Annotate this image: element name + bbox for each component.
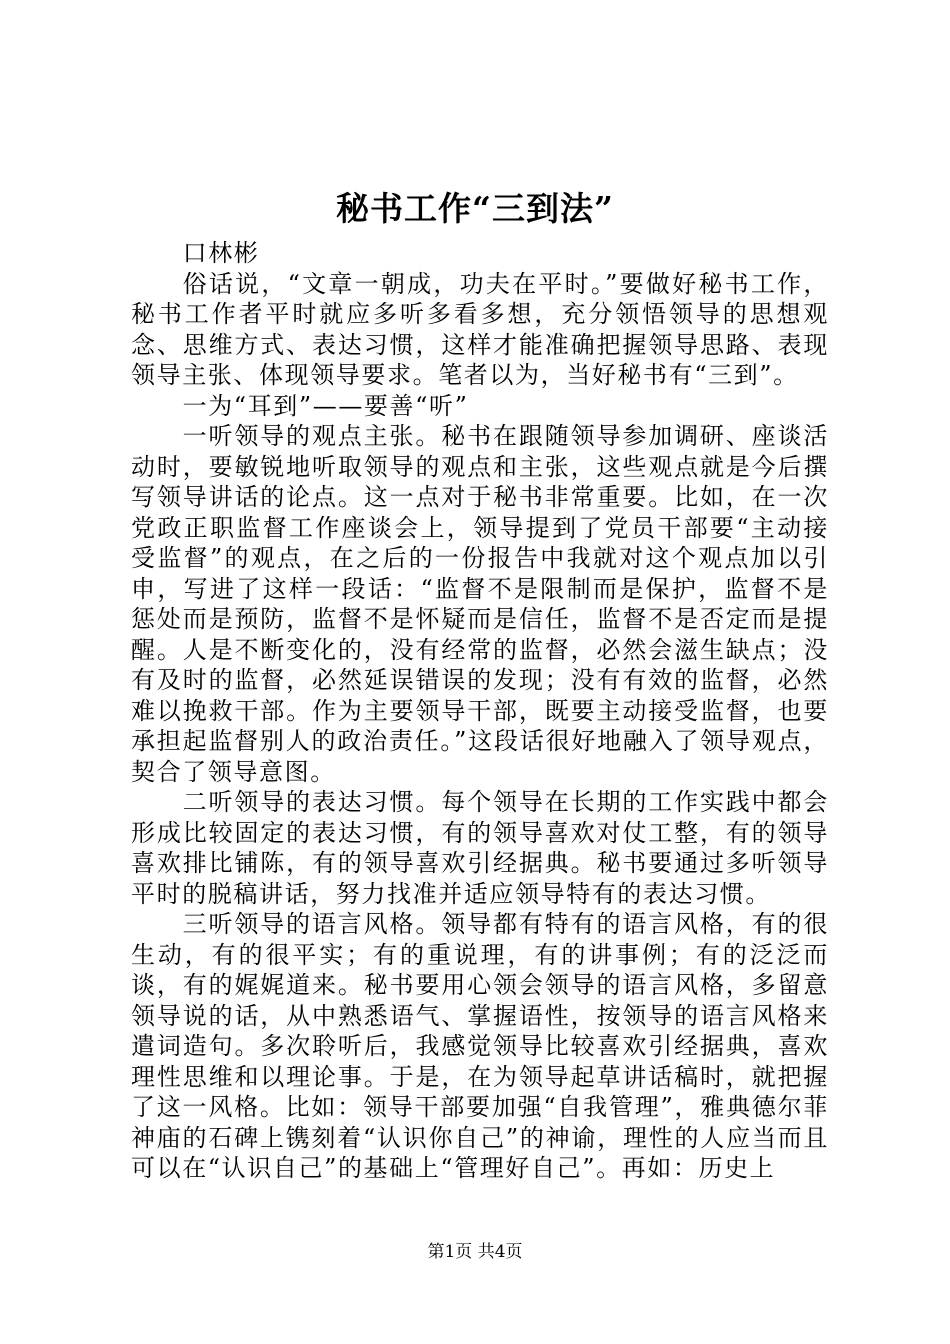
document-title: 秘书工作“三到法”: [336, 189, 614, 228]
paragraph-listen-2: 二听领导的表达习惯。每个领导在长期的工作实践中都会形成比较固定的表达习惯，有的领导喜欢对仗工整，有的领导喜欢排比铺陈，有的领导喜欢引经据典。秘书要通过多听领导平时的脱稿讲话，努力找准并适应领导特有的表达习惯。: [131, 788, 829, 908]
document-body: [131, 238, 829, 1184]
page-number-footer: 第1页 共4页: [427, 1242, 523, 1262]
paragraph-listen-1: 一听领导的观点主张。秘书在跟随领导参加调研、座谈活动时，要敏锐地听取领导的观点和主张，这些观点就是今后撰写领导讲话的论点。这一点对于秘书非常重要。比如，在一次党政正职监督工作座谈会上，领导提到了党员干部要“主动接受监督”的观点，在之后的一份报告中我就对这个观点加以引申，写进了这样一段话：“监督不是限制而是保护，监督不是惩处而是预防，监督不是怀疑而是信任，监督不是否定而是提醒。人是不断变化的，没有经常的监督，必然会滋生缺点；没有及时的监督，必然延误错误的发现；没有有效的监督，必然难以挽救干部。作为主要领导干部，既要主动接受监督，也要承担起监督别人的政治责任。”这段话很好地融入了领导观点，契合了领导意图。: [131, 422, 829, 786]
author-line: 口林彬: [182, 239, 260, 267]
paragraph-listen-3: 三听领导的语言风格。领导都有特有的语言风格，有的很生动，有的很平实；有的重说理，有的讲事例；有的泛泛而谈，有的娓娓道来。秘书要用心领会领导的语言风格，多留意领导说的话，从中熟悉语气、掌握语性，按领导的语言风格来遣词造句。多次聆听后，我感觉领导比较喜欢引经据典，喜欢理性思维和以理论事。于是，在为领导起草讲话稿时，就把握了这一风格。比如：领导干部要加强“自我管理”，雅典德尔菲神庙的石碑上镌刻着“认识你自己”的神谕，理性的人应当而且可以在“认识自己”的基础上“管理好自己”。再如：历史上: [131, 910, 829, 1182]
section-heading-ear: 一为“耳到”——要善“听”: [182, 391, 469, 420]
paragraph-intro: 俗话说，“文章一朝成，功夫在平时。”要做好秘书工作，秘书工作者平时就应多听多看多想，充分领悟领导的思想观念、思维方式、表达习惯，这样才能准确把握领导思路、表现领导主张、体现领导要求。笔者以为，当好秘书有“三到”。: [131, 269, 829, 389]
